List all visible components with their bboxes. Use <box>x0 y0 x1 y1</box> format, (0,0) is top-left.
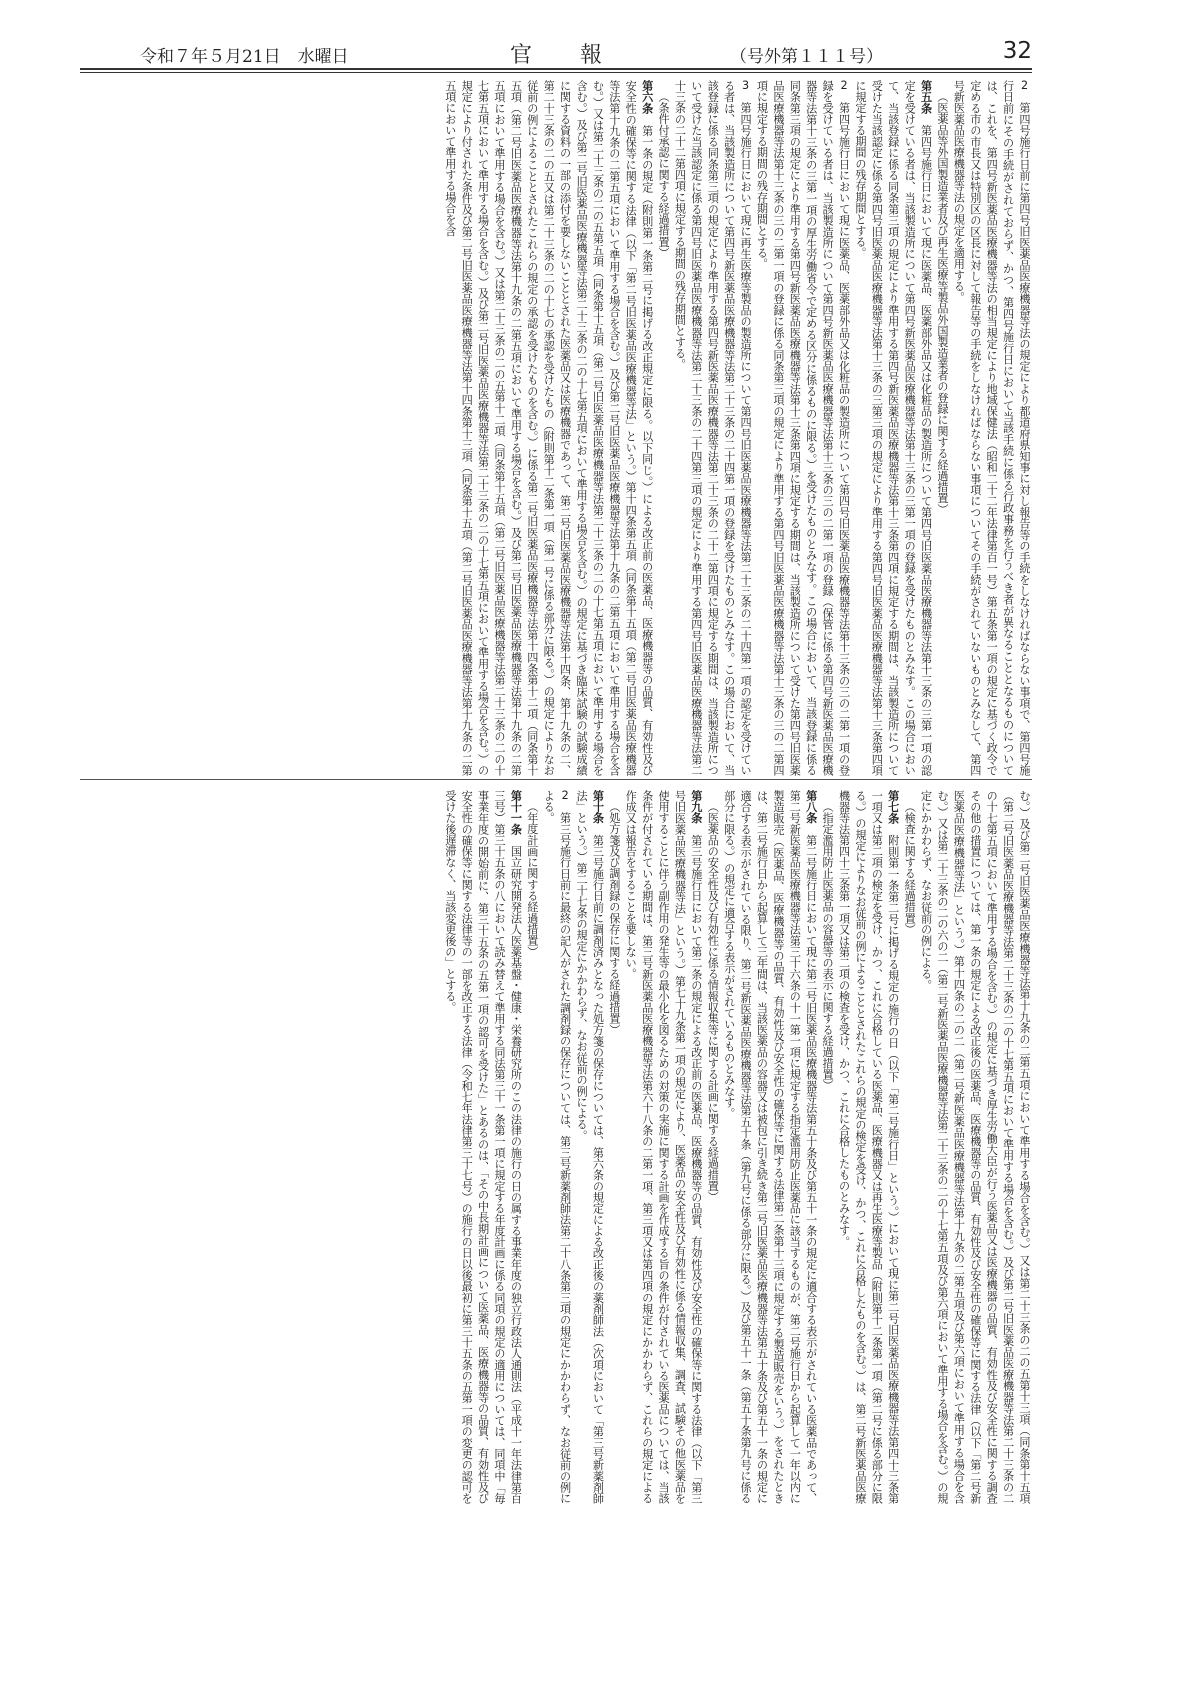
paragraph-text: （指定濫用防止医薬品の容器等の表示に関する経過措置） <box>821 801 835 1092</box>
paragraph-text: 第三号施行日前に最終の記入がされた調剤録の保存については、第三号新薬剤師法第二十八条第三項の規定にかかわらず、なお従前の例による。 <box>542 790 572 1504</box>
section-divider <box>80 779 1032 781</box>
paragraph-number: 2 <box>1020 80 1029 92</box>
paragraph-text: 第三号施行日前に調剤済みとなった処方箋の保存については、第六条の規定による改正後の薬剤師法（次項において「第三号新薬剤師法」という。）第二十七条の規定にかかわらず、なお従前の例による。 <box>575 790 605 1504</box>
paragraph <box>753 80 851 776</box>
paragraph-text: 第一条の規定（附則第一条第二号に掲げる改正規定に限る。以下同じ。）による改正前の医薬品、医療機器等の品質、有効性及び安全性の確保等に関する法律（以下「第二号旧医薬品医療機器等法」という。）第十四条第五項（同条第十五項（第二号旧医薬品医療機器等法第十九条の二第五項において準用する場合を含む。）及び第二号旧医薬品医療機器等法第十九条の二第五項において準用する場合を含む。）又は第二十三条の二の五第五項（同条第十五項（第二号旧医薬品医療機器等法第二十三条の二の十七第五項において準用する場合を含む。）及び第二号旧医薬品医療機器等法第二十三条の二の十七第五項において準用する場合を含む。）の規定に基づき臨床試験の試験成績に関する資料の一部の添付を要しないこととされた医薬品又は医療機器であって、第二号旧医薬品医療機器等法第十四条、第十九条の二、第二十三条の二の五又は第二十三条の二の十七の承認を受けたもの（附則第十二条第一項（第一号に係る部分に限る。）の規定によりなお従前の例によることとされたこれらの規定の承認を受けたものを含む。）に係る第二号旧医薬品医療機器等法第十四条第十二項（同条第十五項（第二号旧医薬品医療機器等法第十九条の二第五項において準用する場合を含む。）及び第二号旧医薬品医療機器等法第十九条の二第五項において準用する場合を含む。）又は第二十三条の二の五第十二項（同条第十五項（第二号旧医薬品医療機器等法第二十三条の二の十七第五項において準用する場合を含む。）及び第二号旧医薬品医療機器等法第二十三条の二の十七第五項において準用する場合を含む。）の規定により付された条件及び第二号旧医薬品医療機器等法第十四条第十三項（同条第十五項（第二号旧医薬品医療機器等法第十九条の二第五項において準用する場合を含 <box>443 80 654 776</box>
article-paragraph <box>622 790 704 1504</box>
paragraph-text: 第四号施行日において現に再生医療等製品の製造所について第四号旧医薬品医療機器等法第二十三条の二十四第一項の認定を受けている者は、当該製造所について第四号新医薬品医療機器等法第二十三条の二十四第一項の登録を受けたものとみなす。この場合において、当該登録に係る同条第三項の規定により準用する第四号新医薬品医療機器等法第二十三条の二十二第四項に規定する期間は、当該製造所について受けた当該認定に係る第四号旧医薬品医療機器等法第二十三条の二十四第三項の規定により準用する第四号旧医薬品医療機器等法第二十三条の二十二第四項に規定する期間の残存期間とする。 <box>673 80 753 776</box>
section-heading <box>901 790 917 1504</box>
paragraph-text: 第二号施行日において現に第二号旧医薬品医療機器等法第五十条及び第五十一条の規定に適合する表示がされている医薬品であって、第二号新医薬品医療機器等法第三十六条の十一第一項に規定する指定濫用防止医薬品に該当するものが、第二号施行日から起算して一年以内に製造販売（医薬品、医療機器等の品質、有効性及び安全性の確保等に関する法律第二条第十三項に規定する製造販売をいう。）をされたときは、第二号施行日から起算して三年間は、当該医薬品の容器又は被包に引き続き第二号旧医薬品医療機器等法第五十条及び第五十一条の規定に適合する表示がされている限り、第二号新医薬品医療機器等法第五十条（第九号に係る部分に限る。）及び第五十一条（第五十条第九号に係る部分に限る。）の規定に適合する表示がされているものとみなす。 <box>722 790 818 1504</box>
header-rule <box>80 68 1032 73</box>
article-number: 第十一条 <box>509 790 523 835</box>
paragraph-text: （年度計画に関する経過措置） <box>525 801 539 958</box>
issue-number: （号外第１１１号） <box>730 47 883 67</box>
article-paragraph <box>573 790 606 1504</box>
paragraph-number: 2 <box>840 80 848 92</box>
article-number: 第六条 <box>640 80 654 114</box>
section-heading <box>523 790 539 1504</box>
article-number: 第七条 <box>886 790 900 824</box>
paragraph-text: 第四号施行日前に第四号旧医薬品医療機器等法の規定により都道府県知事に対し報告等の手続をしなければならない事項で、第四号施行日前にその手続がされておらず、かつ、第四号施行日において当該手続に係る行政事務を行うべき者が異なることとなるものについては、これを、第四号新医薬品医療機器等法の相当規定により地域保健法（昭和二十二年法律第百一号）第五条第一項の規定に基づく政令で定める市の市長又は特別区の区長に対して報告等の手続をしなければならない事項についてその手続がされていないものとみなして、第四号新医薬品医療機器等法の規定を適用する。 <box>952 80 1031 776</box>
paragraph-number: 2 <box>561 790 569 802</box>
article-paragraph <box>835 790 901 1504</box>
article-number: 第十条 <box>591 790 605 824</box>
paragraph-text: （医薬品等外国製造業者及び再生医療等製品外国製造業者の登録に関する経過措置） <box>935 91 949 515</box>
article-paragraph <box>720 790 818 1504</box>
paragraph-text: 附則第一条第二号に掲げる規定の施行の日（以下「第二号施行日」という。）において現に第二号旧医薬品医療機器等法第四十三条第一項又は第二項の検定を受け、かつ、これに合格している医薬品、医療機器又は再生医療等製品（附則第十二条第一項（第二号に係る部分に限る。）の規定によりなお従前の例によることとされたこれらの規定の検定を受け、かつ、これに合格したものを含む。）は、第二号新医薬品医療機器等法第四十三条第一項又は第二項の検査を受け、かつ、これに合格したものとみなす。 <box>837 790 900 1504</box>
article-number: 第九条 <box>689 790 703 824</box>
article-paragraph <box>441 790 523 1504</box>
section-heading <box>934 80 950 776</box>
gazette-title: 官報 <box>510 43 651 68</box>
paragraph-text: 国立研究開発法人医薬基盤・健康・栄養研究所のこの法律の施行の日の属する事業年度の独立行政法人通則法（平成十一年法律第百三号）第三十五条の八において読み替えて準用する同法第三十一条第一項に規定する年度計画に係る同項の規定の適用については、同項中「毎事業年度の開始前に、第三十五条の五第一項の認可を受けた」とあるのは、「その中長期計画について医薬品、医療機器等の品質、有効性及び安全性の確保等に関する法律等の一部を改正する法律（令和七年法律第三十七号）の施行の日以後最初に第三十五条の五第一項の変更の認可を受けた後遅滞なく、当該変更後の」とする。 <box>443 790 523 1504</box>
section-heading <box>605 790 621 1504</box>
article-paragraph <box>852 80 934 776</box>
issue-date: 令和７年５月21日 水曜日 <box>140 47 349 67</box>
article-number: 第五条 <box>919 80 933 114</box>
paragraph-text: （条件付承認に関する経過措置） <box>657 91 671 259</box>
paragraph-text: （医薬品の安全性及び有効性に係る情報収集等に関する計画に関する経過措置） <box>706 801 720 1203</box>
article-paragraph <box>441 80 654 776</box>
paragraph <box>950 80 1032 776</box>
paragraph <box>917 790 1032 1504</box>
paragraph-text: む。）及び第二号旧医薬品医療機器等法第十九条の二第五項において準用する場合を含む。）又は第二十三条の二の五第十三項（同条第十五項（第二号旧医薬品医療機器等法第二十三条の二の十七第五項において準用する場合を含む。）及び第二号旧医薬品医療機器等法第二十三条の二の十七第五項において準用する場合を含む。）の規定に基づき厚生労働大臣が行う医薬品又は医療機器の品質、有効性及び安全性に関する調査その他の措置については、第一条の規定による改正後の医薬品、医療機器等の品質、有効性及び安全性の確保等に関する法律（以下「第二号新医薬品医療機器等法」という。）第十四条の二の二（第二号新医薬品医療機器等法第十九条の二第五項及び第六項において準用する場合を含む。）又は第二十三条の二の六の二（第二号新医薬品医療機器等法第二十三条の二の十七第五項及び第六項において準用する場合を含む。）の規定にかかわらず、なお従前の例による。 <box>919 790 1031 1504</box>
paragraph <box>540 790 573 1504</box>
lower-text-block <box>80 790 1032 1504</box>
section-heading <box>704 790 720 1504</box>
paragraph-text: （検査に関する経過措置） <box>903 801 917 935</box>
paragraph-text: 第四号施行日において現に医薬品、医薬部外品又は化粧品の製造所について第四号旧医薬品医療機器等法第十三条の三第一項の認定を受けている者は、当該製造所について第四号新医薬品医療機器等法第十三条の三第一項の登録を受けたものとみなす。この場合において、当該登録に係る同条第三項の規定により準用する第四号新医薬品医療機器等法第十三条第四項に規定する期間は、当該製造所について受けた当該認定に係る第四号旧医薬品医療機器等法第十三条の三第三項の規定により準用する第四号旧医薬品医療機器等法第十三条第四項に規定する期間の残存期間とする。 <box>853 80 933 776</box>
paragraph-number: 3 <box>742 80 750 92</box>
page-header <box>80 38 1032 66</box>
paragraph-text: 第四号施行日において現に医薬品、医薬部外品又は化粧品の製造所について第四号旧医薬品医療機器等法第十三条の三の二第一項の登録を受けている者は、当該製造所について第四号新医薬品医療機器等法第十三条の三の二第一項の登録（保管に係る第四号新医薬品医療機器等法第十三条の三第一項の厚生労働省令で定める区分に係るものに限る。）を受けたものとみなす。この場合において、当該登録に係る同条第三項の規定により準用する第四号新医薬品医療機器等法第十三条第四項に規定する期間は、当該製造所について受けた第四号旧医薬品医療機器等法第十三条の三の二第一項の登録に係る同条第三項の規定により準用する第四号旧医薬品医療機器等法第十三条の三の二第四項に規定する期間の残存期間とする。 <box>755 80 851 776</box>
article-number: 第八条 <box>804 790 818 824</box>
paragraph-text: 第三号施行日において第二条の規定による改正前の医薬品、医療機器等の品質、有効性及び安全性の確保等に関する法律（以下「第三号旧医薬品医療機器等法」という。）第七十九条第一項の規定により、医薬品の安全性及び有効性に係る情報収集、調査、試験その他医薬品を使用することに伴う副作用の発生等の最小化を図るための対策の実施に関する計画を作成する旨の条件が付されている医薬品については、当該条件が付されている期間は、第三号新医薬品医療機器等法第六十八条の二第一項、第三項又は第四項の規定にかかわらず、これらの規定による作成又は報告をすることを要しない。 <box>624 790 703 1504</box>
page-number: 32 <box>1002 38 1032 64</box>
section-heading <box>655 80 671 776</box>
paragraph <box>671 80 753 776</box>
section-heading <box>819 790 835 1504</box>
upper-text-block <box>80 80 1032 776</box>
paragraph-text: （処方箋及び調剤録の保存に関する経過措置） <box>607 801 621 1036</box>
